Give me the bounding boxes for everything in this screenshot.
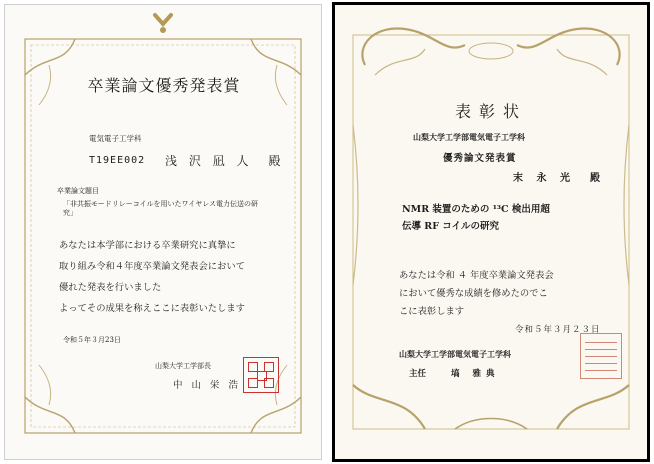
red-seal-stamp-icon [580,333,622,379]
issuer-title: 山梨大学工学部長 [155,362,211,370]
body-line: あなたは本学部における卒業研究に真摯に [59,240,236,251]
research-line: 伝導 RF コイルの研究 [402,221,499,232]
issuer-department: 山梨大学工学部電気電子工学科 [399,349,511,359]
body-line: において優秀な成績を修めたのでこ [399,288,548,299]
ornamental-border [335,5,647,459]
award-date: 令和５年３月23日 [63,336,121,344]
red-seal-stamp-icon [243,357,279,393]
thesis-title: 「非共振モードリレーコイルを用いたワイヤレス電力伝送の研究」 [63,200,259,217]
issuer-name: 中 山 栄 浩 [173,380,242,391]
award-date: 令和５年３月２３日 [515,325,601,335]
body-line: よってその成果を称えここに表彰いたします [59,303,245,314]
certificate-of-commendation [332,2,650,462]
research-line: NMR 装置のための ¹³C 検出用超 [402,204,550,215]
body-line: あなたは令和 ４ 年度卒業論文発表会 [399,270,554,281]
university-emblem-icon [5,5,321,45]
issuer-role: 主任 [409,369,427,379]
award-name: 優秀論文発表賞 [443,153,517,164]
recipient-name: 末 永 光 殿 [513,173,605,184]
certificate-excellent-presentation [4,4,322,460]
body-line: こに表彰します [399,306,465,317]
body-line: 優れた発表を行いました [59,282,162,293]
certificate-title: 卒業論文優秀発表賞 [87,76,241,95]
department: 山梨大学工学部電気電子工学科 [413,132,525,142]
recipient-name: 浅 沢 凪 人 殿 [165,154,285,168]
student-id: T19EE002 [89,155,146,166]
thesis-label: 卒業論文題目 [57,187,99,195]
certificate-title: 表彰状 [454,102,527,121]
body-line: 取り組み令和４年度卒業論文発表会において [59,261,245,272]
department: 電気電子工学科 [89,134,142,143]
certificate-paper [335,5,647,459]
issuer-name: 塙 雅典 [451,369,500,379]
